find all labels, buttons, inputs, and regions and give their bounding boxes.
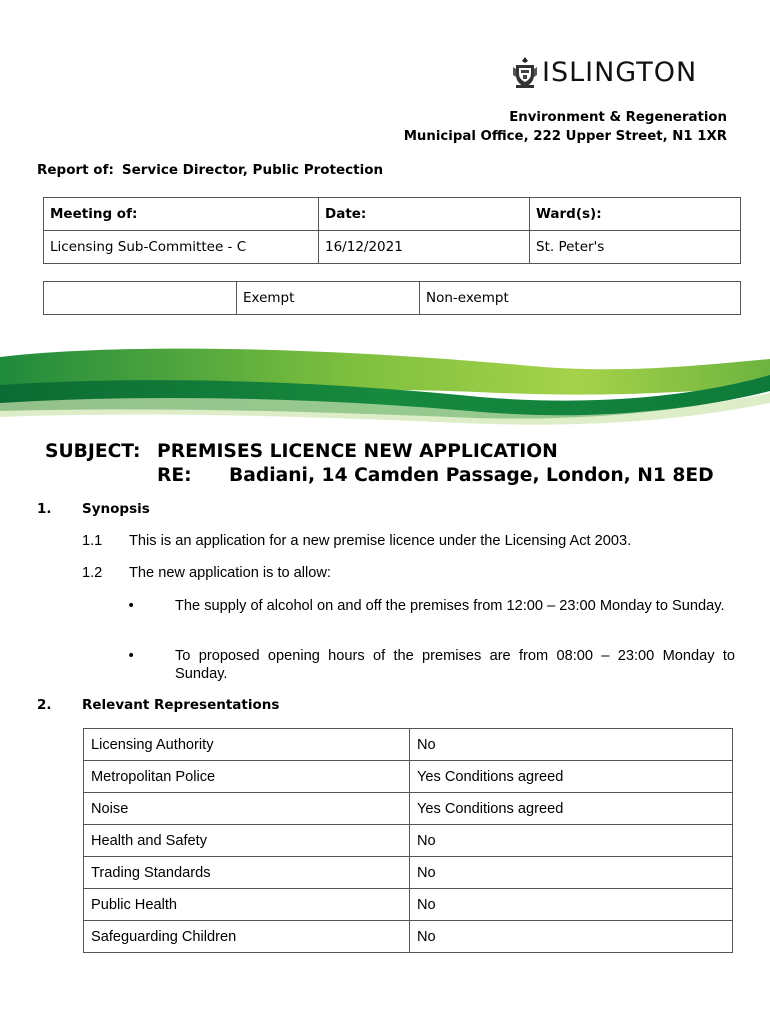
rep-status: Yes Conditions agreed bbox=[410, 793, 733, 825]
meeting-header: Meeting of: bbox=[44, 198, 319, 231]
rep-party: Metropolitan Police bbox=[84, 761, 410, 793]
office-address: Municipal Office, 222 Upper Street, N1 1XR bbox=[403, 129, 727, 144]
report-of-label: Report of: bbox=[37, 162, 114, 178]
table-row bbox=[84, 729, 733, 761]
rep-status: Yes Conditions agreed bbox=[410, 761, 733, 793]
section-2-title: Relevant Representations bbox=[82, 697, 280, 713]
table-row bbox=[84, 793, 733, 825]
section-1-number: 1. bbox=[37, 501, 52, 517]
wards-header: Ward(s): bbox=[530, 198, 741, 231]
bullet-dot: • bbox=[127, 648, 136, 664]
rep-party: Licensing Authority bbox=[84, 729, 410, 761]
exempt-blank-cell bbox=[44, 282, 237, 315]
logo-text: ISLINGTON bbox=[542, 56, 698, 88]
rep-status: No bbox=[410, 825, 733, 857]
rep-status: No bbox=[410, 889, 733, 921]
report-of-value: Service Director, Public Protection bbox=[121, 162, 384, 178]
bullet-item: The supply of alcohol on and off the premises from 12:00 – 23:00 Monday to Sunday. bbox=[175, 598, 725, 614]
table-row bbox=[84, 921, 733, 953]
paragraph-1-2-text: The new application is to allow: bbox=[129, 565, 331, 581]
bullet-item: To proposed opening hours of the premises are from 08:00 – 23:00 Monday to Sunday. bbox=[175, 648, 735, 682]
rep-party: Public Health bbox=[84, 889, 410, 921]
paragraph-1-1-number: 1.1 bbox=[82, 533, 103, 549]
rep-status: No bbox=[410, 857, 733, 889]
department-name: Environment & Regeneration bbox=[509, 110, 727, 125]
bullet-dot: • bbox=[127, 598, 136, 614]
section-2-number: 2. bbox=[37, 697, 52, 713]
date-header: Date: bbox=[319, 198, 530, 231]
subject-block bbox=[45, 440, 714, 488]
subject-title: PREMISES LICENCE NEW APPLICATION bbox=[157, 441, 558, 462]
table-row bbox=[84, 889, 733, 921]
re-value: Badiani, 14 Camden Passage, London, N1 8ED bbox=[229, 465, 714, 486]
wards-value: St. Peter's bbox=[530, 231, 741, 264]
rep-status: No bbox=[410, 921, 733, 953]
meeting-value: Licensing Sub-Committee - C bbox=[44, 231, 319, 264]
table-row bbox=[84, 761, 733, 793]
rep-party: Health and Safety bbox=[84, 825, 410, 857]
paragraph-1-2-number: 1.2 bbox=[82, 565, 103, 581]
non-exempt-cell: Non-exempt bbox=[420, 282, 741, 315]
meeting-table bbox=[43, 197, 741, 264]
paragraph-1-1-text: This is an application for a new premise licence under the Licensing Act 2003. bbox=[129, 533, 632, 549]
table-row bbox=[84, 857, 733, 889]
subject-label: SUBJECT: bbox=[45, 441, 141, 462]
green-wave-banner bbox=[0, 345, 770, 425]
rep-party: Noise bbox=[84, 793, 410, 825]
date-value: 16/12/2021 bbox=[319, 231, 530, 264]
table-row bbox=[84, 825, 733, 857]
rep-party: Safeguarding Children bbox=[84, 921, 410, 953]
rep-party: Trading Standards bbox=[84, 857, 410, 889]
rep-status: No bbox=[410, 729, 733, 761]
report-of bbox=[37, 162, 383, 178]
section-1-title: Synopsis bbox=[82, 501, 150, 517]
exempt-cell: Exempt bbox=[237, 282, 420, 315]
coat-of-arms-icon bbox=[512, 55, 538, 89]
re-label: RE: bbox=[157, 465, 192, 486]
exempt-table bbox=[43, 281, 741, 315]
representations-table bbox=[83, 728, 733, 953]
islington-logo bbox=[512, 52, 697, 92]
